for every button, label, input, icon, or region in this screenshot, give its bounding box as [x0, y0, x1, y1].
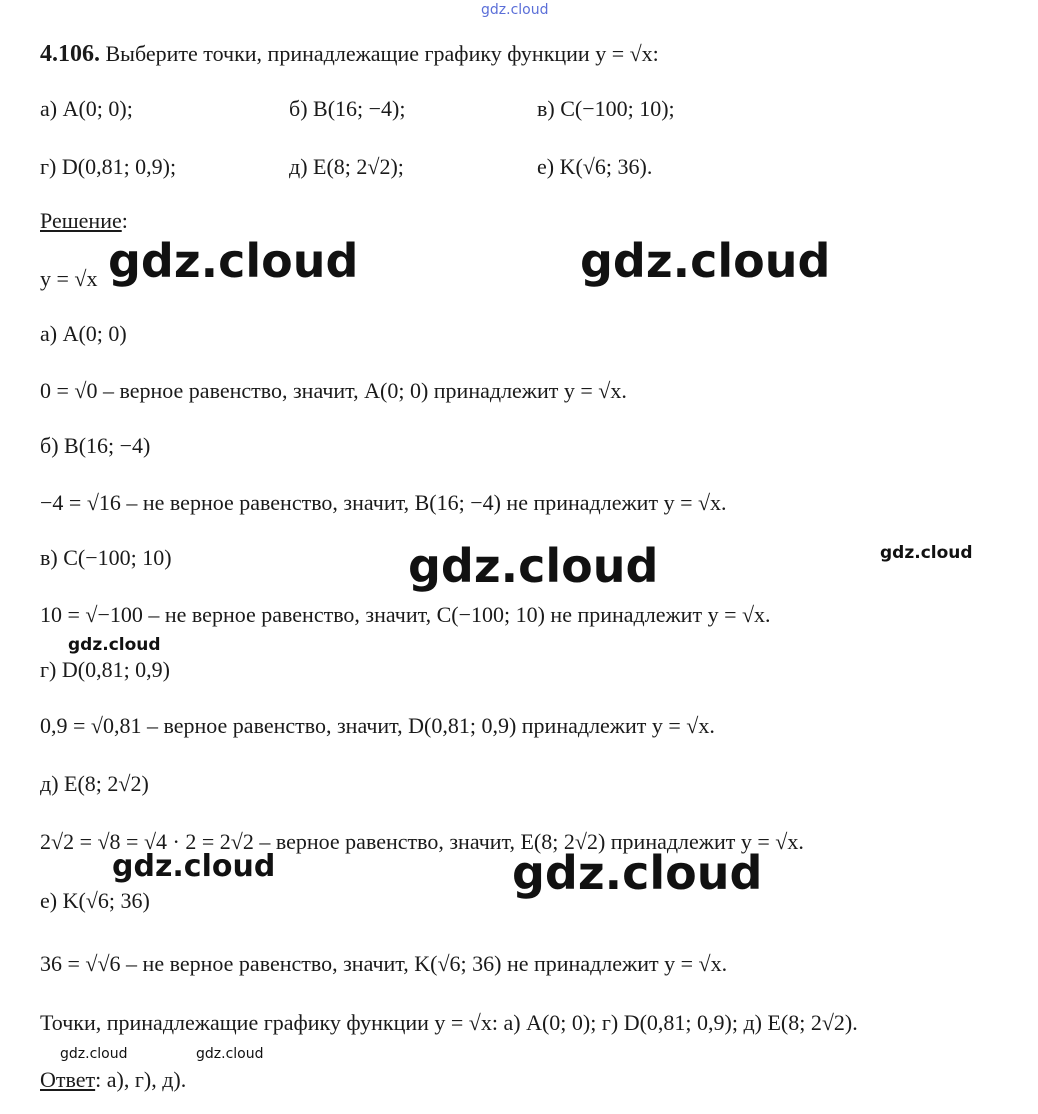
watermark-big: gdz.cloud: [408, 539, 659, 593]
option-f: е) K(√6; 36).: [537, 154, 653, 179]
watermark-medium: gdz.cloud: [112, 849, 276, 884]
watermark-big: gdz.cloud: [108, 234, 359, 288]
solution-line: 0,9 = √0,81 – верное равенство, значит, D(0,81; 0,9) принадлежит y = √x.: [40, 713, 715, 738]
watermark-small: gdz.cloud: [880, 543, 973, 563]
solution-line: е) K(√6; 36): [40, 888, 150, 913]
watermark-big: gdz.cloud: [580, 234, 831, 288]
option-a: а) A(0; 0);: [40, 96, 133, 121]
solution-heading: [40, 210, 128, 232]
answer-line: [40, 1069, 186, 1091]
solution-line: в) C(−100; 10): [40, 545, 172, 570]
watermark-tiny: gdz.cloud: [196, 1046, 264, 1062]
answer-label: Ответ: [40, 1067, 96, 1092]
solution-line: 10 = √−100 – не верное равенство, значит, C(−100; 10) не принадлежит y = √x.: [40, 602, 771, 627]
solution-line: г) D(0,81; 0,9): [40, 657, 171, 682]
function-line: y = √x: [40, 266, 98, 291]
watermark-tiny: gdz.cloud: [60, 1046, 128, 1062]
option-d: г) D(0,81; 0,9);: [40, 154, 177, 179]
solution-line: а) A(0; 0): [40, 321, 127, 346]
option-e: д) E(8; 2√2);: [289, 154, 404, 179]
problem-statement: Выберите точки, принадлежащие графику функции y = √x:: [105, 41, 659, 66]
solution-heading-colon: :: [121, 208, 128, 233]
problem-number: 4.106.: [40, 41, 100, 67]
solution-heading-label: Решение: [40, 208, 122, 233]
solution-line: 36 = √√6 – не верное равенство, значит, K(√6; 36) не принадлежит y = √x.: [40, 951, 728, 976]
option-c: в) C(−100; 10);: [537, 96, 675, 121]
problem-header: [40, 42, 659, 66]
solution-line: д) E(8; 2√2): [40, 771, 149, 796]
solution-line: −4 = √16 – не верное равенство, значит, B(16; −4) не принадлежит y = √x.: [40, 490, 727, 515]
conclusion: Точки, принадлежащие графику функции y = √x: а) A(0; 0); г) D(0,81; 0,9); д) E(8; 2√2).: [40, 1010, 858, 1035]
solution-line: б) B(16; −4): [40, 433, 151, 458]
watermark-small: gdz.cloud: [68, 635, 161, 655]
solution-line: 0 = √0 – верное равенство, значит, A(0; 0) принадлежит y = √x.: [40, 378, 627, 403]
watermark-big: gdz.cloud: [512, 846, 763, 900]
option-b: б) B(16; −4);: [289, 96, 406, 121]
watermark-top: gdz.cloud: [481, 2, 549, 18]
solution-line: 2√2 = √8 = √4 · 2 = 2√2 – верное равенство, значит, E(8; 2√2) принадлежит y = √x.: [40, 829, 804, 854]
answer-text: : а), г), д).: [95, 1067, 187, 1092]
